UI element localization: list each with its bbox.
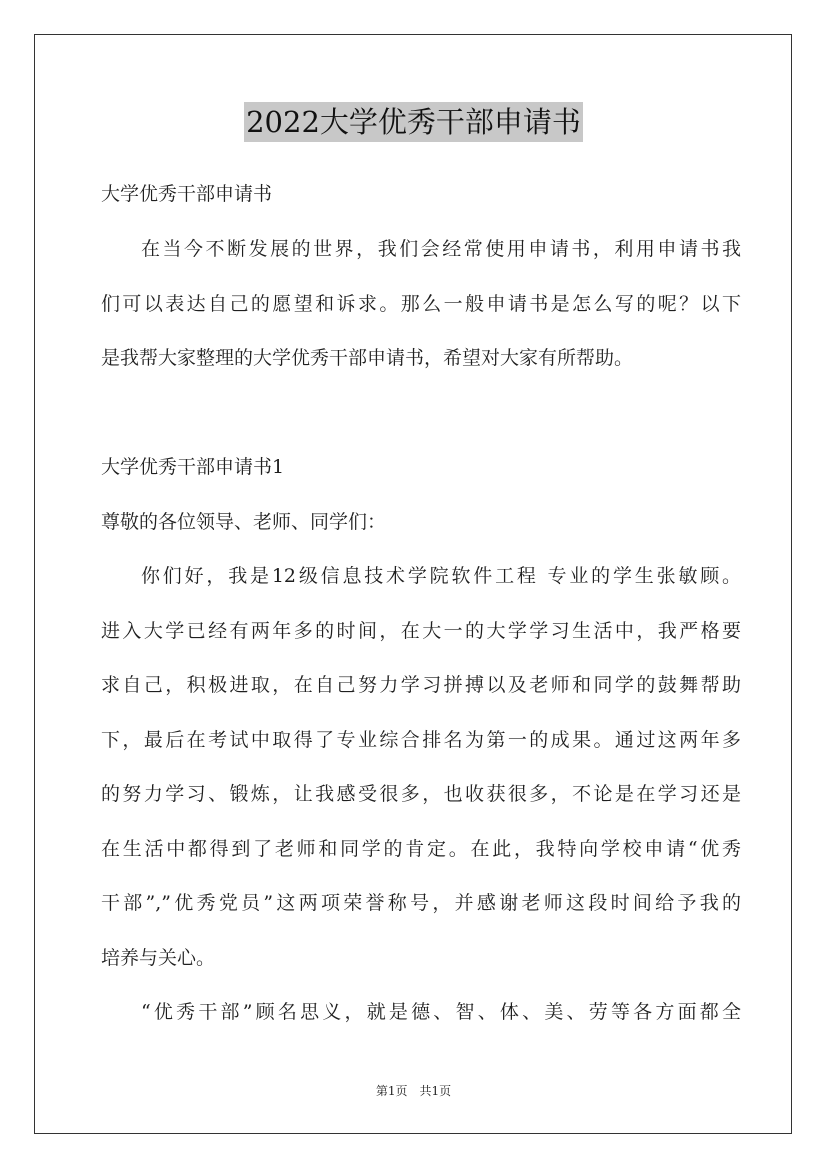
section-heading: 大学优秀干部申请书 [101, 183, 273, 205]
paragraph-line: “优秀干部”顾名思义，就是德、智、体、美、劳等各方面都全 [141, 1001, 741, 1023]
paragraph-line: 在生活中都得到了老师和同学的肯定。在此，我特向学校申请“优秀 [101, 838, 741, 860]
paragraph-line: 在当今不断发展的世界，我们会经常使用申请书，利用申请书我 [141, 238, 741, 260]
paragraph-line: 是我帮大家整理的大学优秀干部申请书，希望对大家有所帮助。 [101, 347, 634, 369]
paragraph-line: 进入大学已经有两年多的时间，在大一的大学学习生活中，我严格要 [101, 620, 741, 642]
paragraph-line: 的努力学习、锻炼，让我感受很多，也收获很多，不论是在学习还是 [101, 783, 741, 805]
paragraph-line: 你们好，我是12级信息技术学院软件工程 专业的学生张敏顾。 [141, 565, 741, 587]
paragraph-line: 下，最后在考试中取得了专业综合排名为第一的成果。通过这两年多 [101, 729, 741, 751]
section-heading: 大学优秀干部申请书1 [101, 456, 285, 478]
document-title: 2022大学优秀干部申请书 [244, 102, 583, 142]
paragraph-line: 们可以表达自己的愿望和诉求。那么一般申请书是怎么写的呢？以下 [101, 293, 741, 315]
paragraph-line: 培养与关心。 [101, 947, 216, 969]
page-footer: 第1页 共1页 [375, 1084, 452, 1098]
title-container [0, 102, 827, 142]
paragraph-line: 干部”,”优秀党员”这两项荣誉称号，并感谢老师这段时间给予我的 [101, 892, 741, 914]
salutation: 尊敬的各位领导、老师、同学们： [101, 511, 387, 533]
paragraph-line: 求自己，积极进取，在自己努力学习拼搏以及老师和同学的鼓舞帮助 [101, 674, 741, 696]
